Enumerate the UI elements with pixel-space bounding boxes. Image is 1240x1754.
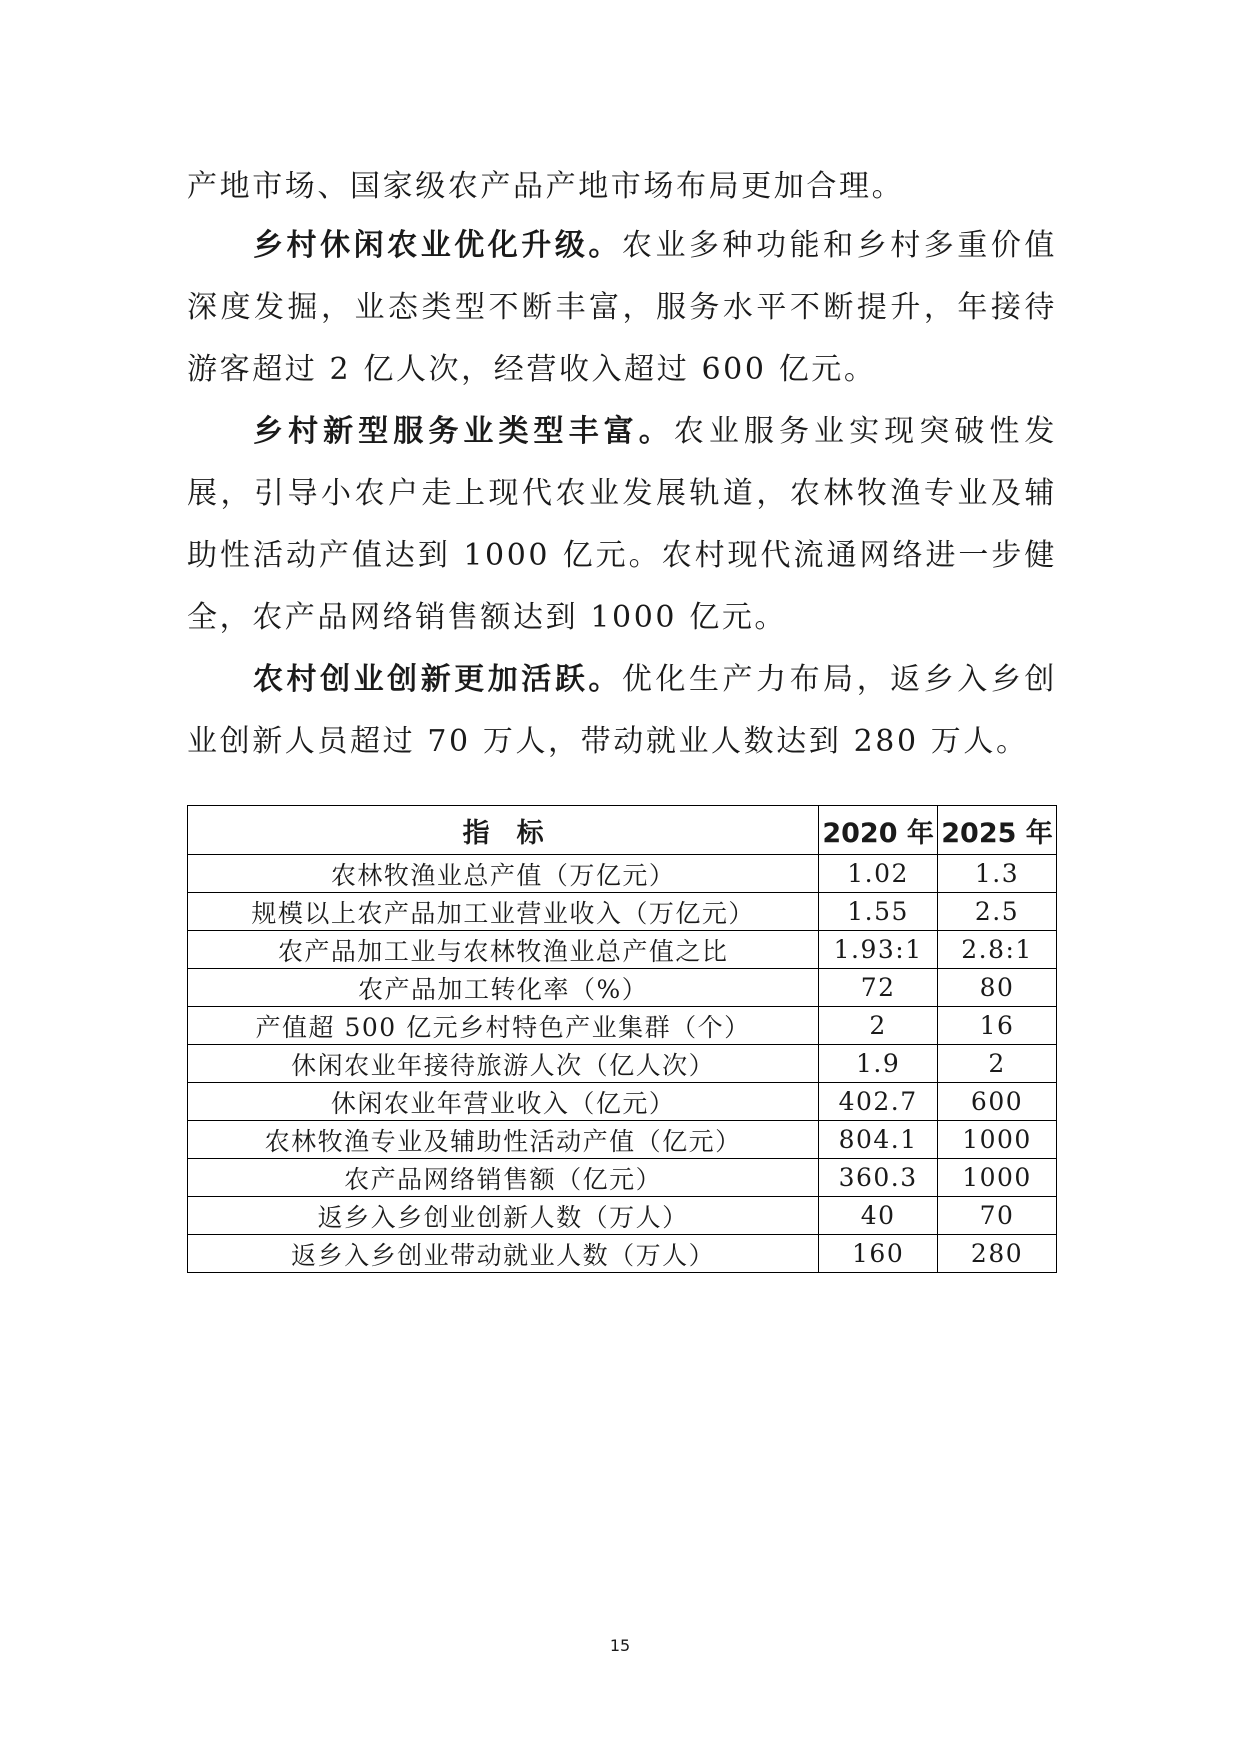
value-2020: 1.02 [819,855,938,893]
value-2025: 1000 [938,1159,1057,1197]
header-indicator: 指 标 [188,806,819,855]
value-2025: 16 [938,1007,1057,1045]
paragraph-line: 业创新人员超过 70 万人，带动就业人数达到 280 万人。 [187,724,1029,759]
paragraph-line: 产地市场、国家级农产品产地市场布局更加合理。 [187,169,905,204]
table-row [188,969,1057,1007]
header-2025: 2025 年 [938,806,1057,855]
table-row [188,1235,1057,1273]
value-2020: 1.9 [819,1045,938,1083]
value-2025: 600 [938,1083,1057,1121]
paragraph-heading: 乡村新型服务业类型丰富。 [253,414,674,449]
indicator-name: 返乡入乡创业创新人数（万人） [188,1197,819,1235]
table-row [188,1007,1057,1045]
value-2025: 1.3 [938,855,1057,893]
paragraph-heading: 农村创业创新更加活跃。 [253,662,622,697]
paragraph-text: 优化生产力布局，返乡入乡创 [621,662,1057,697]
value-2025: 280 [938,1235,1057,1273]
paragraph-line: 全，农产品网络销售额达到 1000 亿元。 [187,600,788,635]
indicator-name: 农林牧渔业总产值（万亿元） [188,855,819,893]
indicator-name: 产值超 500 亿元乡村特色产业集群（个） [188,1007,819,1045]
value-2025: 70 [938,1197,1057,1235]
value-2020: 2 [819,1007,938,1045]
indicator-name: 农产品加工业与农林牧渔业总产值之比 [188,931,819,969]
value-2020: 1.93:1 [819,931,938,969]
value-2025: 2.5 [938,893,1057,931]
indicator-name: 规模以上农产品加工业营业收入（万亿元） [188,893,819,931]
paragraph-heading-line [253,410,1057,454]
paragraph-text: 农业服务业实现突破性发 [673,414,1057,449]
table-header-row [188,806,1057,855]
table-row [188,855,1057,893]
table-row [188,893,1057,931]
value-2020: 804.1 [819,1121,938,1159]
paragraph-heading-line [253,224,1057,268]
value-2020: 40 [819,1197,938,1235]
indicator-name: 农产品网络销售额（亿元） [188,1159,819,1197]
value-2020: 160 [819,1235,938,1273]
paragraph-heading-line [253,658,1057,702]
indicator-name: 休闲农业年接待旅游人次（亿人次） [188,1045,819,1083]
value-2025: 2 [938,1045,1057,1083]
paragraph-line: 助性活动产值达到 1000 亿元。农村现代流通网络进一步健 [187,538,1057,573]
table-row [188,1121,1057,1159]
table-row [188,1159,1057,1197]
indicator-name: 农林牧渔专业及辅助性活动产值（亿元） [188,1121,819,1159]
value-2020: 1.55 [819,893,938,931]
header-2020: 2020 年 [819,806,938,855]
indicators-table [187,805,1057,1273]
paragraph-text: 农业多种功能和乡村多重价值 [621,228,1057,263]
paragraph-heading: 乡村休闲农业优化升级。 [253,228,622,263]
paragraph-line: 展，引导小农户走上现代农业发展轨道，农林牧渔专业及辅 [187,476,1057,511]
page-number: 15 [609,1636,631,1655]
indicator-name: 农产品加工转化率（%） [188,969,819,1007]
paragraph-line: 深度发掘，业态类型不断丰富，服务水平不断提升，年接待 [187,290,1057,325]
table-row [188,1045,1057,1083]
value-2020: 72 [819,969,938,1007]
indicator-name: 休闲农业年营业收入（亿元） [188,1083,819,1121]
table-row [188,1083,1057,1121]
value-2025: 80 [938,969,1057,1007]
paragraph-line: 游客超过 2 亿人次，经营收入超过 600 亿元。 [187,352,877,387]
value-2020: 402.7 [819,1083,938,1121]
indicator-name: 返乡入乡创业带动就业人数（万人） [188,1235,819,1273]
value-2025: 1000 [938,1121,1057,1159]
value-2020: 360.3 [819,1159,938,1197]
value-2025: 2.8:1 [938,931,1057,969]
table-row [188,1197,1057,1235]
table-row [188,931,1057,969]
